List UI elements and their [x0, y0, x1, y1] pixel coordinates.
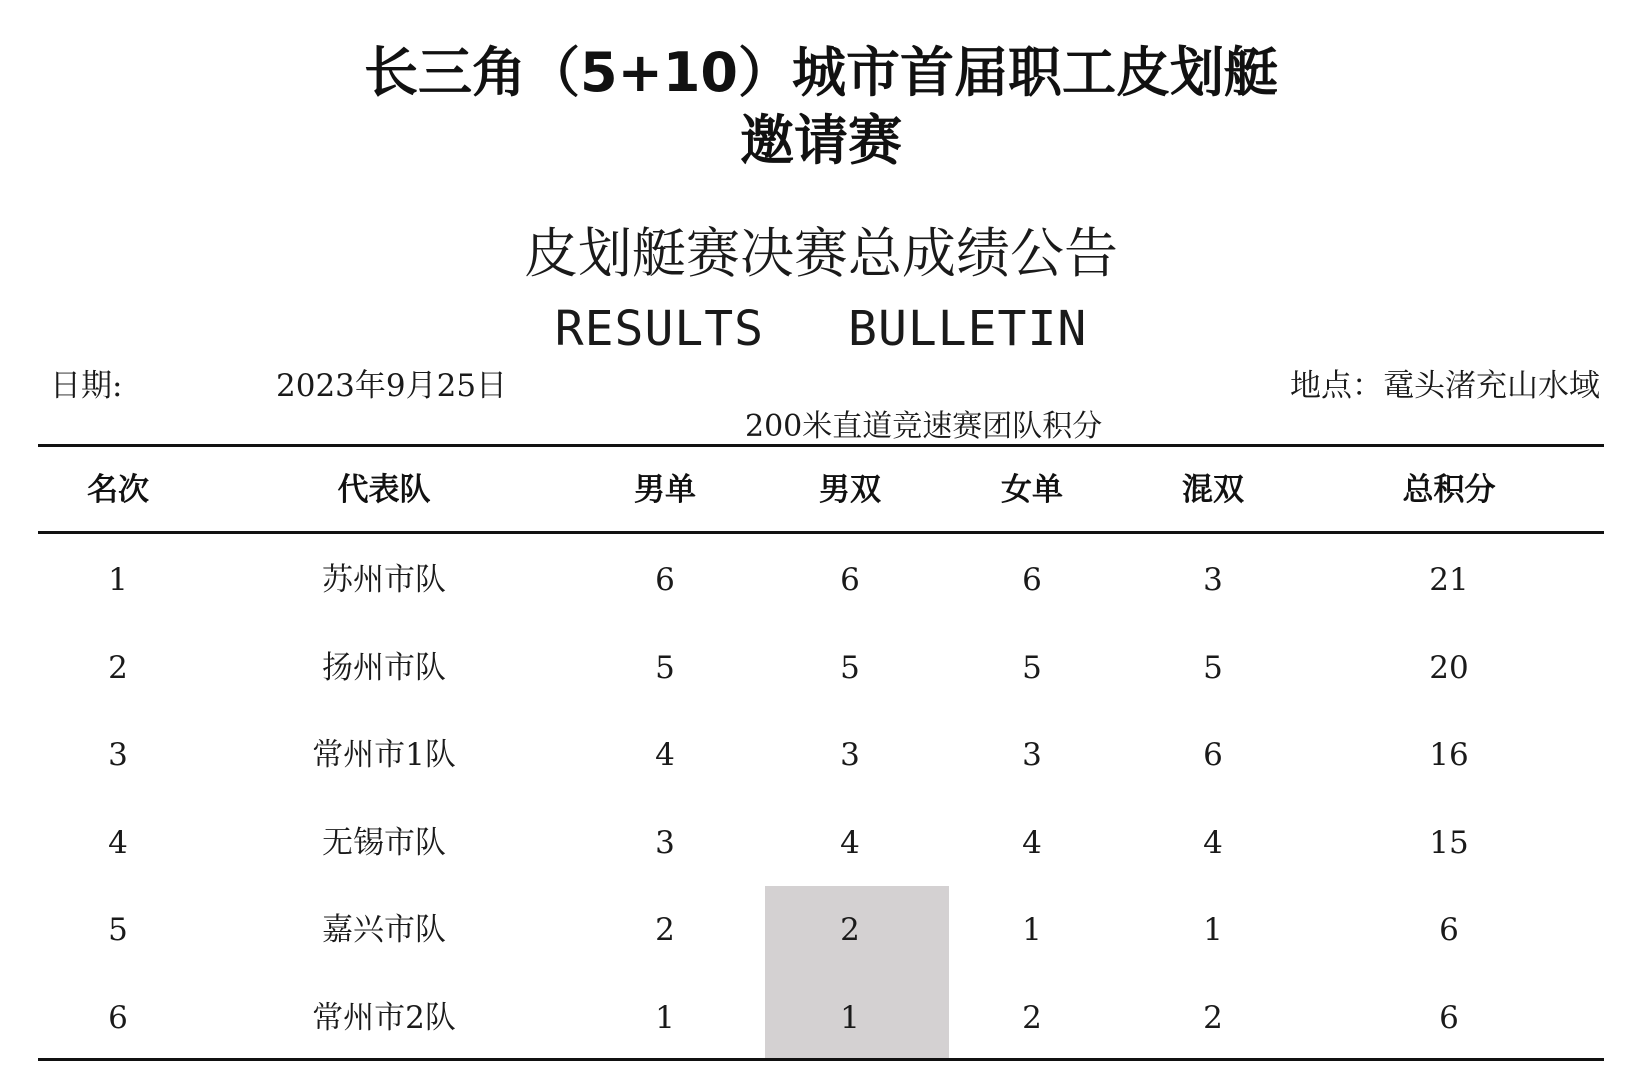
cell-mens-double: 4: [840, 824, 860, 861]
cell-rank: 3: [108, 737, 128, 773]
col-header-mixed-double: 混双: [1182, 472, 1244, 508]
col-header-mens-double: 男双: [819, 472, 881, 508]
cell-mens-single: 2: [655, 912, 675, 948]
table-rule-top: [38, 444, 1604, 447]
cell-mens-double: 1: [840, 999, 860, 1036]
cell-mens-double: 6: [840, 562, 860, 598]
cell-mens-single: 5: [655, 649, 675, 686]
cell-mixed-double: 2: [1203, 999, 1223, 1036]
cell-mens-single: 4: [655, 737, 675, 773]
cell-team: 无锡市队: [322, 824, 446, 861]
cell-team: 嘉兴市队: [322, 912, 446, 948]
cell-womens-single: 5: [1022, 649, 1042, 686]
title-line-1: 长三角（5+10）城市首届职工皮划艇: [364, 41, 1278, 104]
cell-womens-single: 3: [1022, 737, 1042, 773]
cell-rank: 6: [108, 999, 128, 1036]
bulletin-title-en: [0, 300, 1642, 358]
cell-team: 扬州市队: [322, 649, 446, 686]
cell-team: 常州市2队: [312, 999, 456, 1036]
cell-team: 常州市1队: [312, 737, 456, 773]
cell-mens-double: 3: [840, 737, 860, 773]
col-header-rank: 名次: [87, 472, 149, 508]
cell-womens-single: 2: [1022, 999, 1042, 1036]
cell-mixed-double: 1: [1203, 912, 1223, 948]
cell-rank: 4: [108, 824, 128, 861]
bulletin-title-en-results: RESULTS: [554, 301, 765, 357]
col-header-total: 总积分: [1402, 472, 1496, 508]
cell-total: 16: [1429, 737, 1469, 773]
cell-mens-double: 5: [840, 649, 860, 686]
cell-total: 21: [1429, 562, 1469, 598]
cell-total: 6: [1439, 912, 1459, 948]
cell-total: 15: [1429, 824, 1469, 861]
cell-mixed-double: 5: [1203, 649, 1223, 686]
cell-mens-single: 1: [655, 999, 675, 1036]
cell-mixed-double: 3: [1203, 562, 1223, 598]
col-header-womens-single: 女单: [1001, 472, 1063, 508]
event-name: 200米直道竞速赛团队积分: [745, 409, 1103, 444]
cell-mixed-double: 4: [1203, 824, 1223, 861]
venue: 地点：鼋头渚充山水域: [1290, 368, 1600, 404]
table-rule-header: [38, 531, 1604, 534]
cell-womens-single: 6: [1022, 562, 1042, 598]
cell-total: 20: [1429, 649, 1469, 686]
cell-mens-single: 6: [655, 562, 675, 598]
title-line-2: 邀请赛: [740, 109, 902, 172]
cell-mens-double: 2: [840, 912, 860, 948]
cell-rank: 2: [108, 649, 128, 686]
cell-total: 6: [1439, 999, 1459, 1036]
cell-womens-single: 4: [1022, 824, 1042, 861]
cell-womens-single: 1: [1022, 912, 1042, 948]
cell-rank: 5: [108, 912, 128, 948]
cell-rank: 1: [108, 562, 128, 598]
cell-mixed-double: 6: [1203, 737, 1223, 773]
cell-team: 苏州市队: [322, 562, 446, 598]
date-value: 2023年9月25日: [276, 368, 508, 404]
date-label: 日期:: [50, 368, 123, 404]
cell-mens-single: 3: [655, 824, 675, 861]
col-header-team: 代表队: [337, 472, 431, 508]
table-rule-bottom: [38, 1058, 1604, 1061]
col-header-mens-single: 男单: [634, 472, 696, 508]
bulletin-title-cn: 皮划艇赛决赛总成绩公告: [524, 222, 1118, 285]
bulletin-title-en-bulletin: BULLETIN: [848, 301, 1088, 357]
